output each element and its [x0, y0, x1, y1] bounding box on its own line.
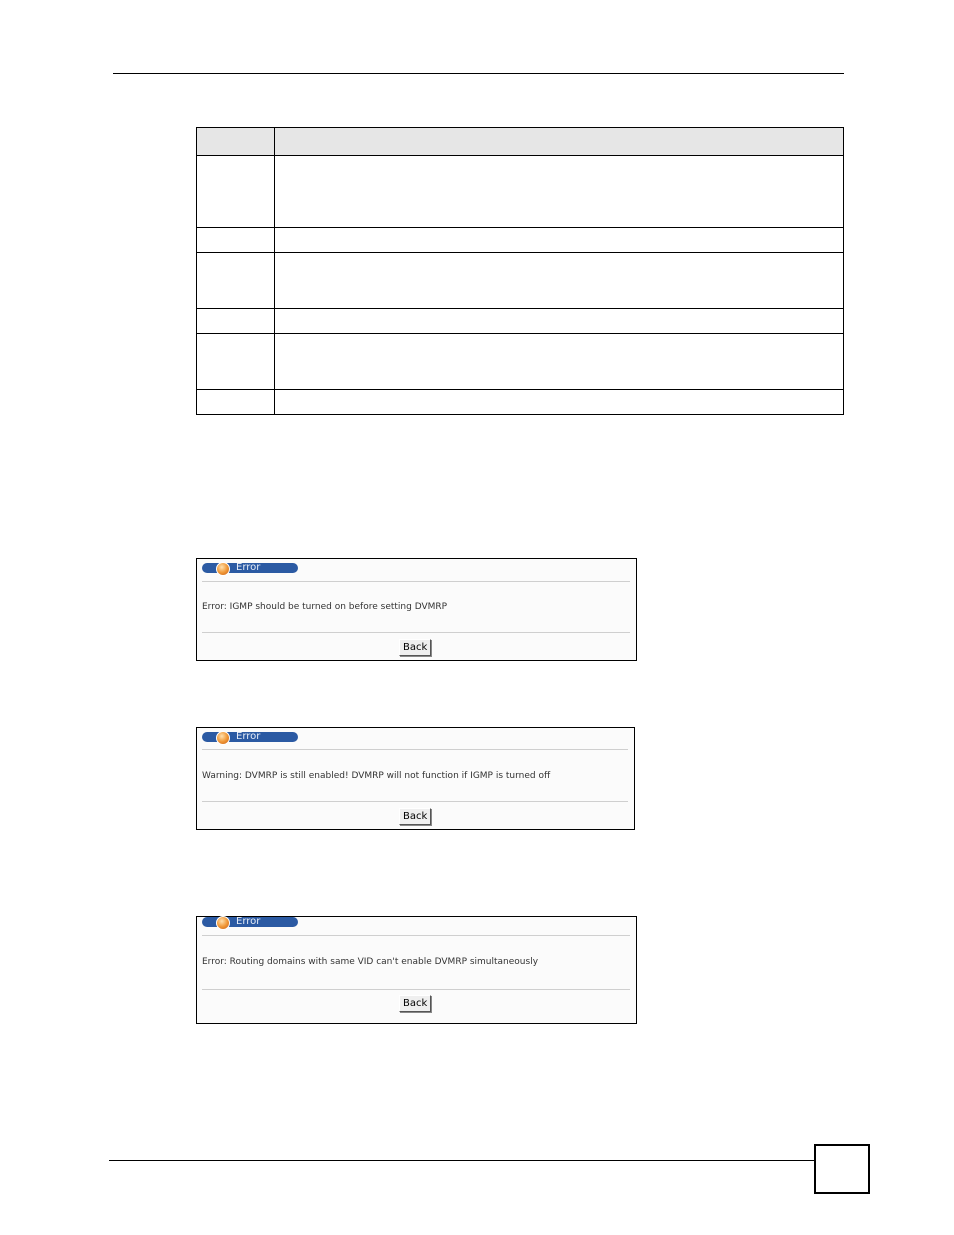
- table-row: [197, 228, 844, 253]
- divider: [202, 989, 630, 990]
- table-row: [197, 253, 844, 309]
- error-orb-icon: [216, 562, 230, 576]
- error-orb-icon: [216, 916, 230, 930]
- table-cell: [197, 228, 275, 253]
- back-button[interactable]: Back: [399, 639, 431, 656]
- table-cell: [275, 228, 844, 253]
- error-message: Error: Routing domains with same VID can't enable DVMRP simultaneously: [202, 957, 539, 967]
- error-screen-dvmrp-warning: [196, 727, 635, 830]
- table-cell: [197, 253, 275, 309]
- error-title-bar: [202, 563, 298, 573]
- reference-table: [196, 127, 844, 415]
- error-title-bar: [202, 917, 298, 927]
- table-cell: [197, 390, 275, 415]
- divider: [202, 749, 628, 750]
- table-cell: [275, 334, 844, 390]
- error-orb-icon: [216, 731, 230, 745]
- table-cell: [197, 309, 275, 334]
- table-cell: [275, 309, 844, 334]
- error-title: Error: [236, 916, 261, 927]
- table-header-cell: [275, 128, 844, 156]
- error-message: Error: IGMP should be turned on before setting DVMRP: [202, 602, 448, 612]
- page-number-box: [814, 1144, 870, 1194]
- divider: [202, 581, 630, 582]
- error-title: Error: [236, 562, 261, 573]
- table-header-cell: [197, 128, 275, 156]
- table-row: [197, 156, 844, 228]
- back-button[interactable]: Back: [399, 995, 431, 1012]
- divider: [202, 632, 630, 633]
- table-cell: [275, 156, 844, 228]
- table-row: [197, 390, 844, 415]
- table-cell: [197, 156, 275, 228]
- table-row: [197, 309, 844, 334]
- table-cell: [275, 253, 844, 309]
- table-cell: [275, 390, 844, 415]
- footer-rule: [109, 1160, 814, 1161]
- table-row: [197, 334, 844, 390]
- table-header-row: [197, 128, 844, 156]
- error-message: Warning: DVMRP is still enabled! DVMRP will not function if IGMP is turned off: [202, 771, 551, 781]
- divider: [202, 935, 630, 936]
- header-rule: [113, 73, 844, 74]
- divider: [202, 801, 628, 802]
- error-screen-igmp-off: [196, 558, 637, 661]
- error-screen-same-vid: [196, 916, 637, 1024]
- back-button[interactable]: Back: [399, 808, 431, 825]
- error-title: Error: [236, 731, 261, 742]
- table-cell: [197, 334, 275, 390]
- error-title-bar: [202, 732, 298, 742]
